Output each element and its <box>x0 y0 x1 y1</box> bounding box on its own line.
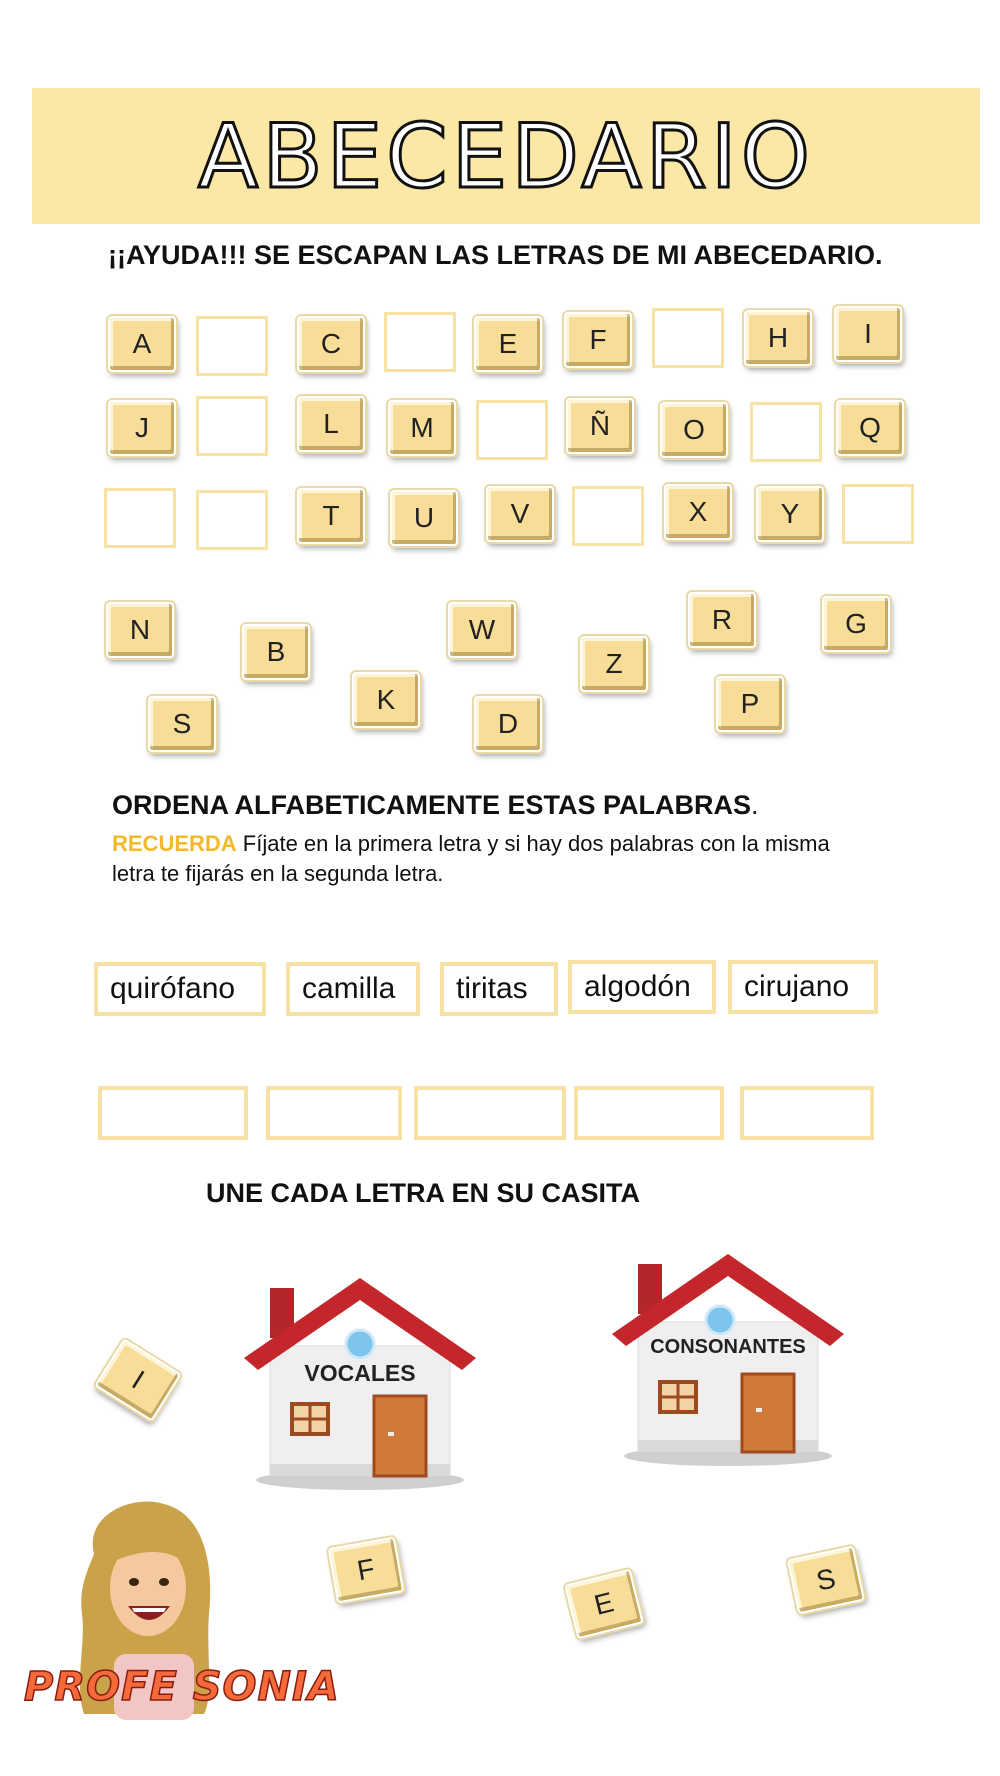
loose-letter-tile[interactable]: K <box>352 672 420 728</box>
empty-letter-slot[interactable] <box>750 402 822 462</box>
section-heading-order-text: ORDENA ALFABETICAMENTE ESTAS PALABRAS <box>112 790 752 820</box>
letter-tile[interactable]: Q <box>836 400 904 456</box>
word-card[interactable]: algodón <box>568 960 716 1014</box>
word-card[interactable]: camilla <box>286 962 420 1016</box>
loose-letter-tile[interactable]: S <box>148 696 216 752</box>
section-heading-alphabet: ¡¡AYUDA!!! SE ESCAPAN LAS LETRAS DE MI ABECEDARIO. <box>108 240 883 270</box>
letter-tile[interactable]: O <box>660 402 728 458</box>
loose-letter-tile[interactable]: N <box>106 602 174 658</box>
letter-tile[interactable]: V <box>486 486 554 542</box>
loose-letter-tile[interactable]: R <box>688 592 756 648</box>
loose-letter-tile[interactable]: B <box>242 624 310 680</box>
note-highlight: RECUERDA <box>112 831 237 856</box>
heading-period: . <box>751 790 759 820</box>
signature-logo: PROFE SONIA <box>24 1664 340 1710</box>
word-answer-slot[interactable] <box>740 1086 874 1140</box>
word-answer-slot[interactable] <box>414 1086 566 1140</box>
letter-tile[interactable]: F <box>564 312 632 368</box>
empty-letter-slot[interactable] <box>196 396 268 456</box>
empty-letter-slot[interactable] <box>476 400 548 460</box>
sort-letter-tile[interactable]: E <box>564 1569 644 1640</box>
loose-letter-tile[interactable]: P <box>716 676 784 732</box>
empty-letter-slot[interactable] <box>652 308 724 368</box>
loose-letter-tile[interactable]: W <box>448 602 516 658</box>
empty-letter-slot[interactable] <box>196 316 268 376</box>
letter-tile[interactable]: U <box>390 490 458 546</box>
word-card[interactable]: tiritas <box>440 962 558 1016</box>
house-icon <box>608 1252 848 1476</box>
word-answer-slot[interactable] <box>266 1086 402 1140</box>
empty-letter-slot[interactable] <box>196 490 268 550</box>
house-vowels[interactable] <box>240 1276 480 1500</box>
empty-letter-slot[interactable] <box>384 312 456 372</box>
page-title: ABECEDARIO <box>198 104 814 208</box>
section-heading-order <box>112 790 759 821</box>
house-label-vowels: VOCALES <box>304 1360 416 1386</box>
note-line2: letra te fijarás en la segunda letra. <box>112 861 444 886</box>
empty-letter-slot[interactable] <box>104 488 176 548</box>
word-answer-slot[interactable] <box>574 1086 724 1140</box>
word-card[interactable]: cirujano <box>728 960 878 1014</box>
loose-letter-tile[interactable]: G <box>822 596 890 652</box>
letter-tile[interactable]: I <box>834 306 902 362</box>
letter-tile[interactable]: T <box>297 488 365 544</box>
sort-letter-tile[interactable]: S <box>787 1546 865 1615</box>
sort-letter-tile[interactable]: F <box>328 1537 405 1604</box>
word-card[interactable]: quirófano <box>94 962 266 1016</box>
sort-letter-tile[interactable]: I <box>94 1338 181 1422</box>
word-answer-slot[interactable] <box>98 1086 248 1140</box>
letter-tile[interactable]: Y <box>756 486 824 542</box>
title-banner <box>32 88 980 224</box>
letter-tile[interactable]: M <box>388 400 456 456</box>
loose-letter-tile[interactable]: D <box>474 696 542 752</box>
letter-tile[interactable]: H <box>744 310 812 366</box>
note-line1: Fíjate en la primera letra y si hay dos palabras con la misma <box>236 831 830 856</box>
house-label-consonants: CONSONANTES <box>650 1336 806 1358</box>
letter-tile[interactable]: E <box>474 316 542 372</box>
letter-tile[interactable]: L <box>297 396 365 452</box>
empty-letter-slot[interactable] <box>842 484 914 544</box>
instruction-note <box>112 829 952 889</box>
letter-tile[interactable]: A <box>108 316 176 372</box>
letter-tile[interactable]: J <box>108 400 176 456</box>
letter-tile[interactable]: X <box>664 484 732 540</box>
letter-tile[interactable]: C <box>297 316 365 372</box>
letter-tile[interactable]: Ñ <box>566 398 634 454</box>
loose-letter-tile[interactable]: Z <box>580 636 648 692</box>
house-icon <box>240 1276 480 1500</box>
section-heading-houses: UNE CADA LETRA EN SU CASITA <box>206 1178 641 1208</box>
house-consonants[interactable] <box>608 1252 848 1476</box>
empty-letter-slot[interactable] <box>572 486 644 546</box>
